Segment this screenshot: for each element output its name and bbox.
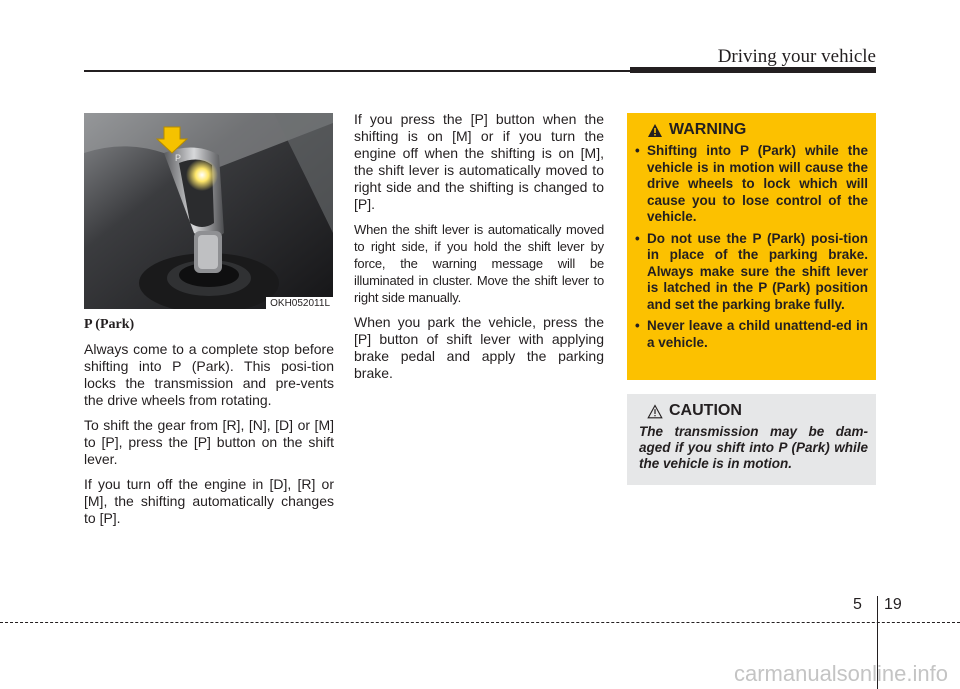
warning-triangle-icon xyxy=(647,123,663,138)
list-item: • Shifting into P (Park) while the vehicle is in motion will cause the drive wheels to lock which will cause you to lose control of the vehicle. xyxy=(635,143,868,226)
caution-box xyxy=(627,394,876,485)
shift-lever-photo xyxy=(84,113,333,309)
paragraph: To shift the gear from [R], [N], [D] or [M] to [P], press the [P] button on the shift lever. xyxy=(84,417,334,467)
paragraph: Always come to a complete stop before shifting into P (Park). This posi-tion locks the transmission and pre-vents the drive wheels from rotating. xyxy=(84,341,334,408)
figure-code: OKH052011L xyxy=(266,297,333,309)
chapter-number: 5 xyxy=(853,596,862,613)
caution-text: The transmission may be dam-aged if you shift into P (Park) while the vehicle is in motion. xyxy=(639,424,868,471)
caution-header xyxy=(635,402,868,420)
warning-title: WARNING xyxy=(669,121,747,138)
knob-letter: P xyxy=(175,153,182,163)
watermark: carmanualsonline.info xyxy=(733,661,948,686)
warning-header xyxy=(635,121,868,139)
park-heading: P (Park) xyxy=(84,317,135,332)
column-middle xyxy=(354,111,604,390)
paragraph: If you press the [P] button when the shifting is on [M] or if you turn the engine off when the shifting is on [M], the shift lever is automatically moved to right side and the shifting is changed to [P]. xyxy=(354,111,604,212)
caution-title: CAUTION xyxy=(669,402,742,419)
page-number: 19 xyxy=(884,596,902,613)
caution-triangle-icon xyxy=(647,404,663,419)
column-left xyxy=(84,316,334,535)
list-item: • Never leave a child unattend-ed in a vehicle. xyxy=(635,318,868,351)
footer-rule xyxy=(0,622,960,623)
header-rule-accent xyxy=(630,67,876,73)
list-item: • Do not use the P (Park) posi-tion in place of the parking brake. Always make sure the shift lever is latched in the P (Park) position and set the parking brake fully. xyxy=(635,231,868,314)
paragraph: When you park the vehicle, press the [P] button of shift lever with applying brake pedal and apply the parking brake. xyxy=(354,314,604,381)
warning-box xyxy=(627,113,876,380)
paragraph: When the shift lever is automatically moved to right side, if you hold the shift lever by force, the warning message will be illuminated in cluster. Move the shift lever to right side manually. xyxy=(354,222,604,305)
warning-list xyxy=(635,143,868,351)
section-title: Driving your vehicle xyxy=(717,46,876,67)
paragraph: If you turn off the engine in [D], [R] or [M], the shifting automatically changes to [P]. xyxy=(84,476,334,526)
